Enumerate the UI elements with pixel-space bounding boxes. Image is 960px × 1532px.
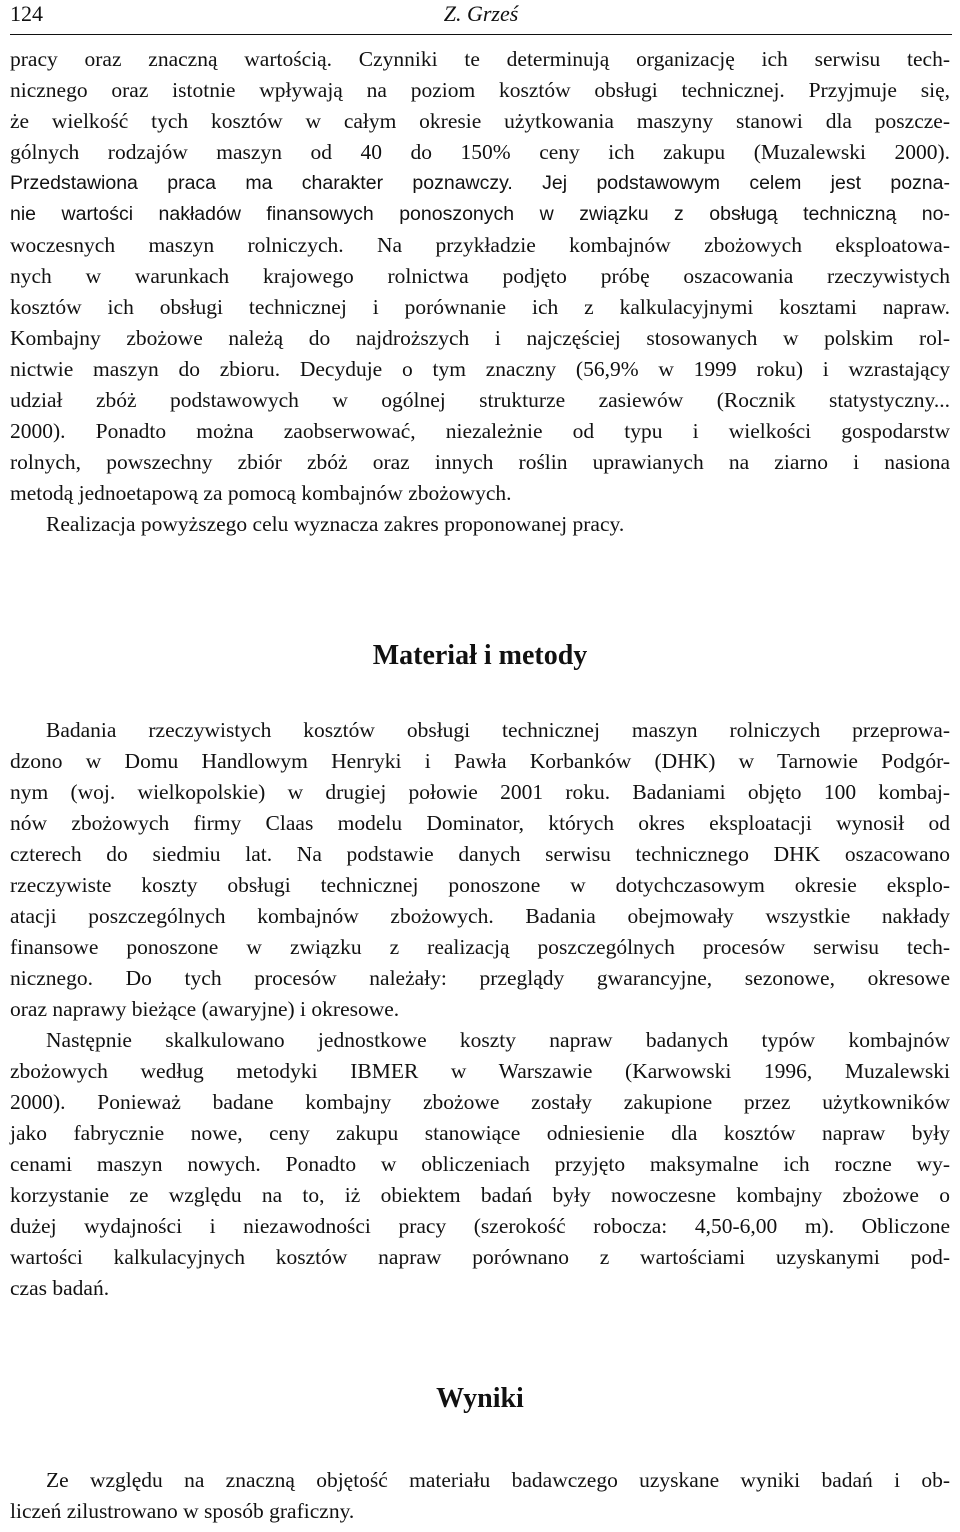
intro-line: gólnych rodzajów maszyn od 40 do 150% ceny ich zakupu (Muzalewski 2000).: [10, 140, 950, 164]
intro-line: Kombajny zbożowe należą do najdroższych i najczęściej stosowanych w polskim rol-: [10, 326, 950, 350]
methods-line: wartości kalkulacyjnych kosztów napraw porównano z wartościami uzyskanymi pod-: [10, 1245, 950, 1269]
results-line: liczeń zilustrowano w sposób graficzny.: [10, 1499, 355, 1523]
intro-line: Przedstawiona praca ma charakter poznawczy. Jej podstawowym celem jest pozna-: [10, 172, 950, 194]
section-heading-results: Wyniki: [436, 1383, 524, 1414]
methods-line: jako fabrycznie nowe, ceny zakupu stanowiące odniesienie dla kosztów napraw były: [10, 1121, 950, 1145]
running-head: Z. Grześ: [443, 1, 519, 26]
methods-line: czterech do siedmiu lat. Na podstawie danych serwisu technicznego DHK oszacowano: [10, 842, 950, 866]
page-header: [10, 0, 952, 35]
methods-line: oraz naprawy bieżące (awaryjne) i okresowe.: [10, 997, 400, 1021]
intro-line: 2000). Ponadto można zaobserwować, niezależnie od typu i wielkości gospodarstw: [10, 419, 950, 443]
methods-line: Następnie skalkulowano jednostkowe koszty napraw badanych typów kombajnów: [46, 1028, 950, 1052]
intro-line: metodą jednoetapową za pomocą kombajnów zbożowych.: [10, 481, 512, 505]
intro-line: udział zbóż podstawowych w ogólnej strukturze zasiewów (Rocznik statystyczny...: [10, 388, 950, 412]
intro-line: pracy oraz znaczną wartością. Czynniki te determinują organizację ich serwisu tech-: [10, 47, 950, 71]
results-line: Ze względu na znaczną objętość materiału badawczego uzyskane wyniki badań i ob-: [46, 1468, 950, 1492]
intro-line: Realizacja powyższego celu wyznacza zakres proponowanej pracy.: [46, 512, 625, 536]
intro-line: że wielkość tych kosztów w całym okresie użytkowania maszyny stanowi dla poszcze-: [10, 109, 950, 133]
methods-line: dużej wydajności i niezawodności pracy (szerokość robocza: 4,50-6,00 m). Obliczone: [10, 1214, 950, 1238]
methods-line: dzono w Domu Handlowym Henryki i Pawła Korbanków (DHK) w Tarnowie Podgór-: [10, 749, 950, 773]
methods-line: zbożowych według metodyki IBMER w Warszawie (Karwowski 1996, Muzalewski: [10, 1059, 950, 1083]
intro-line: nicznego oraz istotnie wpływają na poziom kosztów obsługi technicznej. Przyjmuje się,: [10, 78, 950, 102]
methods-line: 2000). Ponieważ badane kombajny zbożowe zostały zakupione przez użytkowników: [10, 1090, 950, 1114]
methods-line: nów zbożowych firmy Claas modelu Dominator, których okres eksploatacji wynosił od: [10, 811, 950, 835]
intro-line: nictwie maszyn do zbioru. Decyduje o tym znaczny (56,9% w 1999 roku) i wzrastający: [10, 357, 950, 381]
methods-line: atacji poszczególnych kombajnów zbożowych. Badania obejmowały wszystkie nakłady: [10, 904, 950, 928]
methods-line: korzystanie ze względu na to, iż obiektem badań były nowoczesne kombajny zbożowe o: [10, 1183, 950, 1207]
intro-line: kosztów ich obsługi technicznej i porównanie ich z kalkulacyjnymi kosztami napraw.: [10, 295, 950, 319]
methods-line: nicznego. Do tych procesów należały: przeglądy gwarancyjne, sezonowe, okresowe: [10, 966, 950, 990]
intro-line: nie wartości nakładów finansowych ponoszonych w związku z obsługą techniczną no-: [10, 203, 950, 225]
methods-line: rzeczywiste koszty obsługi technicznej ponoszone w dotychczasowym okresie eksplo-: [10, 873, 950, 897]
methods-line: cenami maszyn nowych. Ponadto w obliczeniach przyjęto maksymalne ich roczne wy-: [10, 1152, 950, 1176]
intro-line: rolnych, powszechny zbiór zbóż oraz innych roślin uprawianych na ziarno i nasiona: [10, 450, 950, 474]
methods-line: nym (woj. wielkopolskie) w drugiej połowie 2001 roku. Badaniami objęto 100 kombaj-: [10, 780, 950, 804]
page-number: 124: [10, 1, 43, 26]
methods-line: finansowe ponoszone w związku z realizacją poszczególnych procesów serwisu tech-: [10, 935, 950, 959]
intro-line: nych w warunkach krajowego rolnictwa podjęto próbę oszacowania rzeczywistych: [10, 264, 950, 288]
intro-line: woczesnych maszyn rolniczych. Na przykładzie kombajnów zbożowych eksploatowa-: [10, 233, 950, 257]
methods-line: Badania rzeczywistych kosztów obsługi technicznej maszyn rolniczych przeprowa-: [46, 718, 950, 742]
section-heading-materials-methods: Materiał i metody: [372, 640, 588, 671]
methods-line: czas badań.: [10, 1276, 110, 1300]
